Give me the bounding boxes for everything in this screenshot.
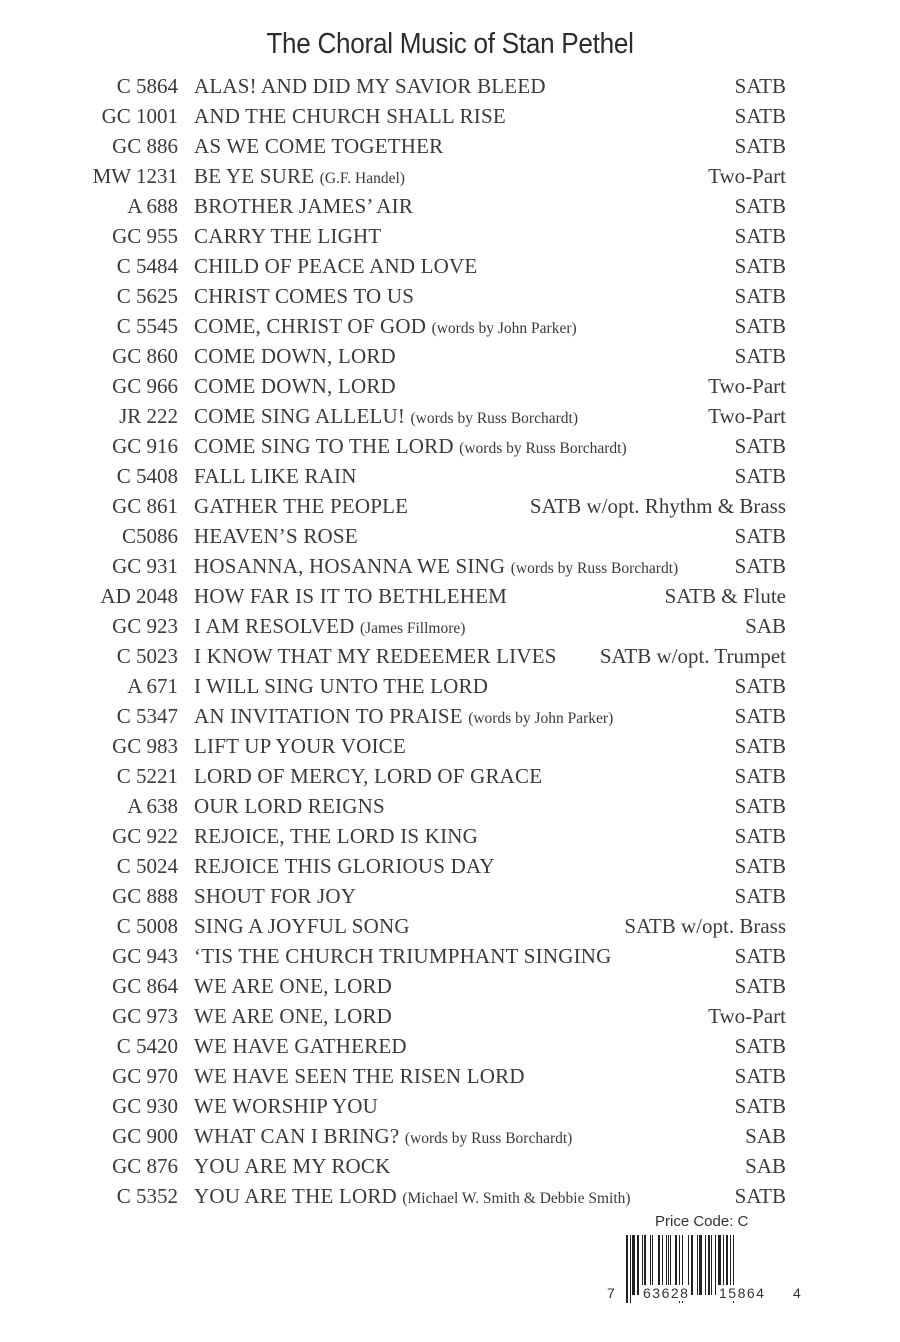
catalog-title-text: AND THE CHURCH SHALL RISE: [194, 104, 506, 128]
catalog-voicing: SATB: [734, 134, 786, 158]
catalog-title-text: BE YE SURE: [194, 164, 315, 188]
barcode-lead-digit: 7: [607, 1285, 617, 1301]
catalog-title-text: YOU ARE MY ROCK: [194, 1154, 391, 1178]
catalog-title: [194, 881, 356, 911]
barcode-check-digit: 4: [793, 1285, 803, 1301]
catalog-title: [194, 1061, 525, 1091]
catalog-code: GC 966: [112, 374, 178, 398]
catalog-title: [194, 761, 542, 791]
catalog-row: [0, 371, 900, 401]
catalog-code: GC 916: [112, 434, 178, 458]
catalog-code: A 671: [127, 674, 178, 698]
catalog-voicing: Two-Part: [708, 404, 786, 428]
catalog-code: GC 922: [112, 824, 178, 848]
catalog-code: GC 983: [112, 734, 178, 758]
catalog-row: [0, 1181, 900, 1211]
catalog-title-text: AS WE COME TOGETHER: [194, 134, 444, 158]
catalog-voicing: SATB: [734, 434, 786, 458]
catalog-row: [0, 911, 900, 941]
catalog-voicing: SATB: [734, 884, 786, 908]
catalog-row: [0, 1151, 900, 1181]
catalog-note: (words by John Parker): [431, 320, 577, 337]
catalog-code: A 688: [127, 194, 178, 218]
catalog-code: C 5420: [116, 1034, 178, 1058]
barcode-bar: [626, 1235, 628, 1303]
catalog-title: [194, 1151, 391, 1181]
barcode-right-digits: 15864: [719, 1285, 766, 1301]
catalog-code: C 5347: [116, 704, 178, 728]
catalog-voicing: SATB: [734, 284, 786, 308]
catalog-row: [0, 1091, 900, 1121]
catalog-title: [194, 251, 477, 281]
catalog-title-text: CHILD OF PEACE AND LOVE: [194, 254, 478, 278]
catalog-title: [194, 491, 408, 521]
catalog-code: GC 943: [112, 944, 178, 968]
catalog-row: [0, 401, 900, 431]
catalog-voicing: SATB: [734, 734, 786, 758]
catalog-note: (words by Russ Borchardt): [410, 410, 578, 427]
catalog-title: [194, 401, 578, 434]
catalog-code: GC 860: [112, 344, 178, 368]
catalog-voicing: SATB: [734, 794, 786, 818]
catalog-row: [0, 731, 900, 761]
catalog-code: C5086: [121, 524, 178, 548]
barcode-bar: [632, 1235, 635, 1295]
catalog-voicing: SATB: [734, 1064, 786, 1088]
catalog-row: [0, 1121, 900, 1151]
catalog-title: [194, 821, 478, 851]
catalog-title: [194, 131, 443, 161]
barcode-bar: [699, 1235, 702, 1295]
catalog-voicing: SATB: [734, 1094, 786, 1118]
catalog-title-text: WE ARE ONE, LORD: [194, 1004, 393, 1028]
catalog-voicing: SATB: [734, 524, 786, 548]
catalog-title-text: COME SING TO THE LORD: [194, 434, 454, 458]
catalog-voicing: SAB: [745, 1154, 786, 1178]
catalog-code: GC 886: [112, 134, 178, 158]
upc-barcode: [607, 1235, 812, 1309]
catalog-row: [0, 491, 900, 521]
catalog-title: [194, 431, 627, 464]
catalog-title: [194, 221, 381, 251]
catalog-title: [194, 611, 465, 644]
catalog-title-text: I WILL SING UNTO THE LORD: [194, 674, 489, 698]
catalog-note: (words by Russ Borchardt): [404, 1130, 573, 1147]
catalog-code: GC 930: [112, 1094, 178, 1118]
catalog-title: [194, 731, 406, 761]
barcode-bar: [637, 1235, 639, 1295]
catalog-title: [194, 1181, 631, 1214]
catalog-title-text: WHAT CAN I BRING?: [194, 1124, 400, 1148]
catalog-voicing: SATB: [734, 254, 786, 278]
catalog-voicing: SAB: [745, 614, 786, 638]
catalog-code: GC 970: [112, 1064, 178, 1088]
barcode-bar: [691, 1235, 693, 1295]
catalog-row: [0, 1001, 900, 1031]
catalog-voicing: SATB: [734, 704, 786, 728]
catalog-row: [0, 221, 900, 251]
catalog-code: GC 923: [112, 614, 178, 638]
catalog-title-text: SHOUT FOR JOY: [194, 884, 357, 908]
catalog-code: GC 861: [112, 494, 178, 518]
catalog-voicing: SATB: [734, 944, 786, 968]
catalog-title-text: COME DOWN, LORD: [194, 374, 396, 398]
catalog-title: [194, 191, 413, 221]
catalog-voicing: SATB: [734, 1184, 786, 1208]
catalog-voicing: SATB: [734, 824, 786, 848]
catalog-row: [0, 341, 900, 371]
catalog-title-text: OUR LORD REIGNS: [194, 794, 385, 818]
catalog-code: C 5024: [116, 854, 178, 878]
barcode-bar: [697, 1235, 698, 1295]
catalog-title-text: FALL LIKE RAIN: [194, 464, 357, 488]
catalog-code: C 5008: [116, 914, 178, 938]
catalog-title: [194, 1031, 407, 1061]
catalog-title-text: YOU ARE THE LORD: [194, 1184, 397, 1208]
barcode-bar: [630, 1235, 631, 1303]
catalog-title: [194, 701, 613, 734]
catalog-row: [0, 71, 900, 101]
catalog-row: [0, 701, 900, 731]
catalog-title-text: AN INVITATION TO PRAISE: [194, 704, 463, 728]
catalog-row: [0, 821, 900, 851]
catalog-row: [0, 1031, 900, 1061]
catalog-title: [194, 281, 414, 311]
catalog-voicing: SATB: [734, 854, 786, 878]
catalog-code: C 5625: [116, 284, 178, 308]
catalog-row: [0, 611, 900, 641]
barcode-left-digits: 63628: [643, 1285, 690, 1301]
barcode-bar: [708, 1235, 710, 1295]
catalog-code: MW 1231: [92, 164, 178, 188]
catalog-title-text: REJOICE THIS GLORIOUS DAY: [194, 854, 495, 878]
catalog-voicing: SAB: [745, 1124, 786, 1148]
catalog-voicing: SATB: [734, 464, 786, 488]
catalog-code: C 5352: [116, 1184, 178, 1208]
catalog-title-text: WE HAVE GATHERED: [194, 1034, 407, 1058]
catalog-note: (James Fillmore): [359, 620, 466, 637]
catalog-code: A 638: [127, 794, 178, 818]
catalog-title: [194, 791, 385, 821]
catalog-note: (words by Russ Borchardt): [510, 560, 679, 577]
catalog-row: [0, 101, 900, 131]
catalog-voicing: SATB w/opt. Trumpet: [599, 644, 786, 668]
catalog-voicing: SATB: [734, 104, 786, 128]
catalog-voicing: Two-Part: [708, 164, 786, 188]
catalog-title: [194, 911, 410, 941]
catalog-title-text: WE ARE ONE, LORD: [194, 974, 393, 998]
catalog-row: [0, 311, 900, 341]
catalog-note: (words by Russ Borchardt): [459, 440, 627, 457]
catalog-voicing: SATB & Flute: [664, 584, 786, 608]
catalog-row: [0, 761, 900, 791]
catalog-row: [0, 881, 900, 911]
catalog-code: C 5023: [116, 644, 178, 668]
catalog-title-text: REJOICE, THE LORD IS KING: [194, 824, 479, 848]
catalog-title-text: I KNOW THAT MY REDEEMER LIVES: [194, 644, 557, 668]
catalog-row: [0, 941, 900, 971]
catalog-title: [194, 551, 678, 584]
catalog-row: [0, 161, 900, 191]
catalog-row: [0, 521, 900, 551]
catalog-title-text: GATHER THE PEOPLE: [194, 494, 409, 518]
catalog-title-text: HOW FAR IS IT TO BETHLEHEM: [194, 584, 508, 608]
catalog-title: [194, 71, 546, 101]
catalog-code: GC 955: [112, 224, 178, 248]
catalog-row: [0, 581, 900, 611]
catalog-title: [194, 1001, 392, 1031]
catalog-code: GC 888: [112, 884, 178, 908]
catalog-title-text: HOSANNA, HOSANNA WE SING: [194, 554, 506, 578]
catalog-row: [0, 131, 900, 161]
catalog-title: [194, 1091, 378, 1121]
price-code: Price Code: C: [655, 1213, 749, 1230]
catalog-voicing: SATB: [734, 674, 786, 698]
catalog-title-text: WE HAVE SEEN THE RISEN LORD: [194, 1064, 525, 1088]
catalog-row: [0, 791, 900, 821]
catalog-voicing: SATB: [734, 74, 786, 98]
catalog-title: [194, 461, 357, 491]
catalog-title: [194, 521, 358, 551]
catalog-title-text: ‘TIS THE CHURCH TRIUMPHANT SINGING: [194, 944, 612, 968]
catalog-voicing: SATB: [734, 764, 786, 788]
catalog-row: [0, 191, 900, 221]
catalog-note: (G.F. Handel): [319, 170, 405, 187]
catalog-title-text: WE WORSHIP YOU: [194, 1094, 379, 1118]
catalog-row: [0, 971, 900, 1001]
catalog-code: C 5864: [116, 74, 178, 98]
catalog-voicing: Two-Part: [708, 374, 786, 398]
catalog-title: [194, 581, 507, 611]
catalog-title: [194, 161, 405, 194]
catalog-list: [0, 71, 900, 1211]
catalog-row: [0, 551, 900, 581]
catalog-title-text: SING A JOYFUL SONG: [194, 914, 410, 938]
catalog-code: GC 876: [112, 1154, 178, 1178]
catalog-row: [0, 671, 900, 701]
catalog-row: [0, 281, 900, 311]
catalog-title: [194, 851, 495, 881]
catalog-code: C 5221: [116, 764, 178, 788]
catalog-title-text: HEAVEN’S ROSE: [194, 524, 358, 548]
catalog-title: [194, 341, 396, 371]
catalog-title: [194, 311, 577, 344]
catalog-row: [0, 851, 900, 881]
catalog-voicing: SATB: [734, 224, 786, 248]
barcode-bar: [715, 1235, 716, 1295]
catalog-title: [194, 671, 488, 701]
catalog-code: GC 900: [112, 1124, 178, 1148]
catalog-code: GC 1001: [101, 104, 178, 128]
catalog-voicing: SATB: [734, 314, 786, 338]
catalog-code: C 5408: [116, 464, 178, 488]
catalog-voicing: SATB: [734, 344, 786, 368]
catalog-code: JR 222: [119, 404, 178, 428]
catalog-note: (Michael W. Smith & Debbie Smith): [402, 1190, 631, 1207]
catalog-voicing: SATB: [734, 194, 786, 218]
barcode-bar: [711, 1235, 712, 1295]
catalog-title: [194, 971, 392, 1001]
catalog-title: [194, 1121, 572, 1154]
catalog-title-text: LIFT UP YOUR VOICE: [194, 734, 406, 758]
catalog-code: C 5545: [116, 314, 178, 338]
catalog-title-text: BROTHER JAMES’ AIR: [194, 194, 414, 218]
catalog-note: (words by John Parker): [468, 710, 614, 727]
catalog-voicing: SATB: [734, 1034, 786, 1058]
catalog-code: GC 973: [112, 1004, 178, 1028]
catalog-title: [194, 941, 612, 971]
catalog-title-text: CHRIST COMES TO US: [194, 284, 415, 308]
catalog-title-text: COME, CHRIST OF GOD: [194, 314, 427, 338]
catalog-row: [0, 251, 900, 281]
catalog-title-text: COME DOWN, LORD: [194, 344, 396, 368]
catalog-title-text: I AM RESOLVED: [194, 614, 355, 638]
catalog-code: GC 864: [112, 974, 178, 998]
catalog-voicing: SATB: [734, 974, 786, 998]
catalog-row: [0, 431, 900, 461]
catalog-title: [194, 371, 396, 401]
catalog-title-text: ALAS! AND DID MY SAVIOR BLEED: [194, 74, 546, 98]
page-title: The Choral Music of Stan Pethel: [266, 28, 634, 60]
catalog-voicing: SATB: [734, 554, 786, 578]
catalog-title: [194, 101, 506, 131]
catalog-code: GC 931: [112, 554, 178, 578]
catalog-title-text: LORD OF MERCY, LORD OF GRACE: [194, 764, 543, 788]
catalog-voicing: SATB w/opt. Rhythm & Brass: [529, 494, 786, 518]
catalog-title-text: COME SING ALLELU!: [194, 404, 406, 428]
catalog-code: AD 2048: [100, 584, 178, 608]
catalog-row: [0, 641, 900, 671]
catalog-row: [0, 1061, 900, 1091]
barcode-bar: [705, 1235, 706, 1295]
catalog-row: [0, 461, 900, 491]
catalog-code: C 5484: [116, 254, 178, 278]
catalog-title-text: CARRY THE LIGHT: [194, 224, 382, 248]
catalog-voicing: Two-Part: [708, 1004, 786, 1028]
catalog-title: [194, 641, 557, 671]
catalog-voicing: SATB w/opt. Brass: [624, 914, 786, 938]
